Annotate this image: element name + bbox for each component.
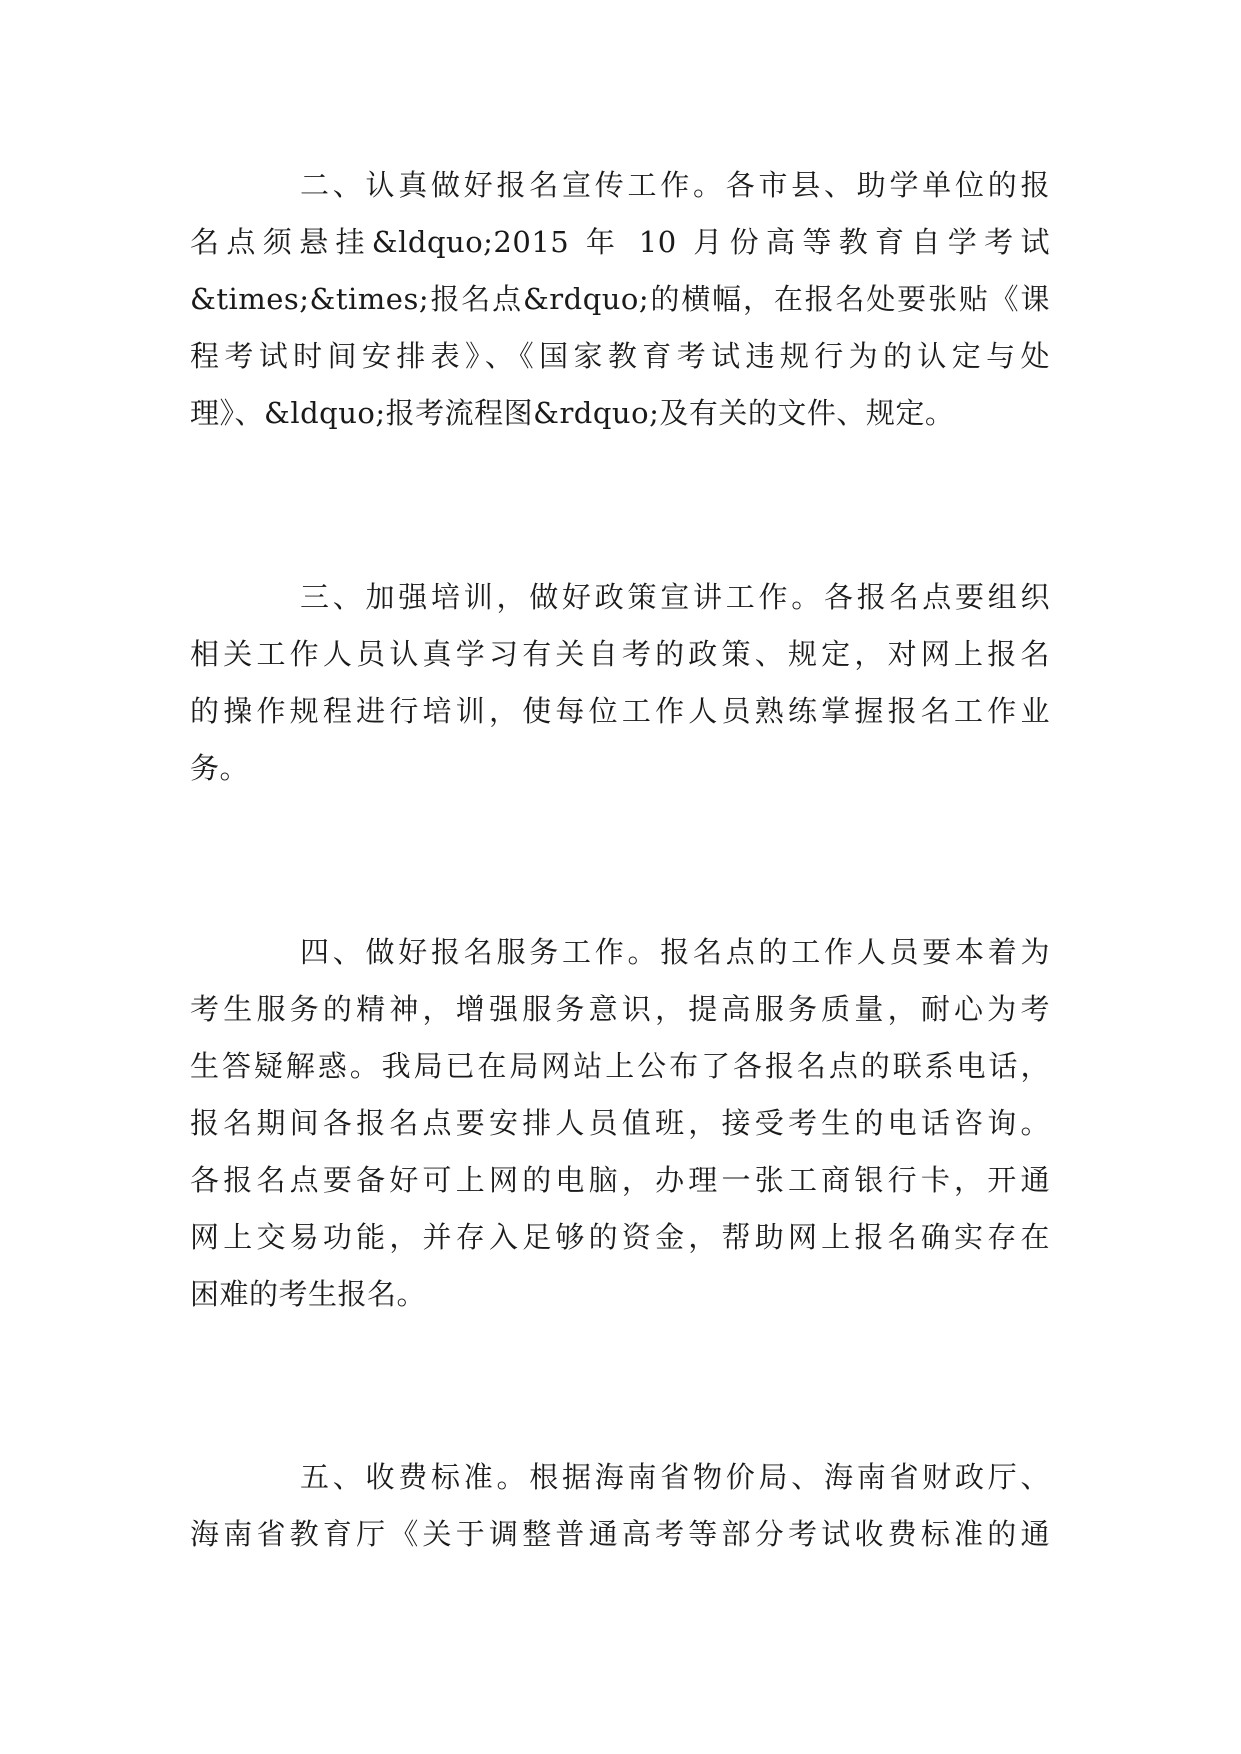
paragraph-4-line-1: 四、做好报名服务工作。报名点的工作人员要本着为 — [300, 935, 1050, 969]
paragraph-4-line-2: 考生服务的精神，增强服务意识，提高服务质量，耐心为考 — [190, 992, 1050, 1026]
paragraph-5-line-1: 五、收费标准。根据海南省物价局、海南省财政厅、 — [300, 1460, 1050, 1494]
paragraph-3-line-2: 相关工作人员认真学习有关自考的政策、规定，对网上报名 — [190, 637, 1050, 671]
paragraph-5-line-2: 海南省教育厅《关于调整普通高考等部分考试收费标准的通 — [190, 1517, 1050, 1551]
paragraph-3-line-4: 务。 — [190, 751, 250, 785]
paragraph-4-line-4: 报名期间各报名点要安排人员值班，接受考生的电话咨询。 — [190, 1106, 1050, 1140]
paragraph-3-line-3: 的操作规程进行培训，使每位工作人员熟练掌握报名工作业 — [190, 694, 1050, 728]
paragraph-2-line-2: 名点须悬挂&ldquo;2015 年 10 月份高等教育自学考试 — [190, 225, 1050, 259]
paragraph-4-line-7: 困难的考生报名。 — [190, 1277, 427, 1311]
paragraph-4-line-6: 网上交易功能，并存入足够的资金，帮助网上报名确实存在 — [190, 1220, 1050, 1254]
paragraph-4-line-5: 各报名点要备好可上网的电脑，办理一张工商银行卡，开通 — [190, 1163, 1050, 1197]
paragraph-2-line-1: 二、认真做好报名宣传工作。各市县、助学单位的报 — [300, 168, 1050, 202]
paragraph-3-line-1: 三、加强培训，做好政策宣讲工作。各报名点要组织 — [300, 580, 1050, 614]
paragraph-2-line-3: &times;&times;报名点&rdquo;的横幅，在报名处要张贴《课 — [190, 282, 1050, 316]
paragraph-2-line-4: 程考试时间安排表》、《国家教育考试违规行为的认定与处 — [190, 339, 1050, 373]
paragraph-2-line-5: 理》、&ldquo;报考流程图&rdquo;及有关的文件、规定。 — [190, 396, 955, 430]
paragraph-4-line-3: 生答疑解惑。我局已在局网站上公布了各报名点的联系电话， — [190, 1049, 1050, 1083]
